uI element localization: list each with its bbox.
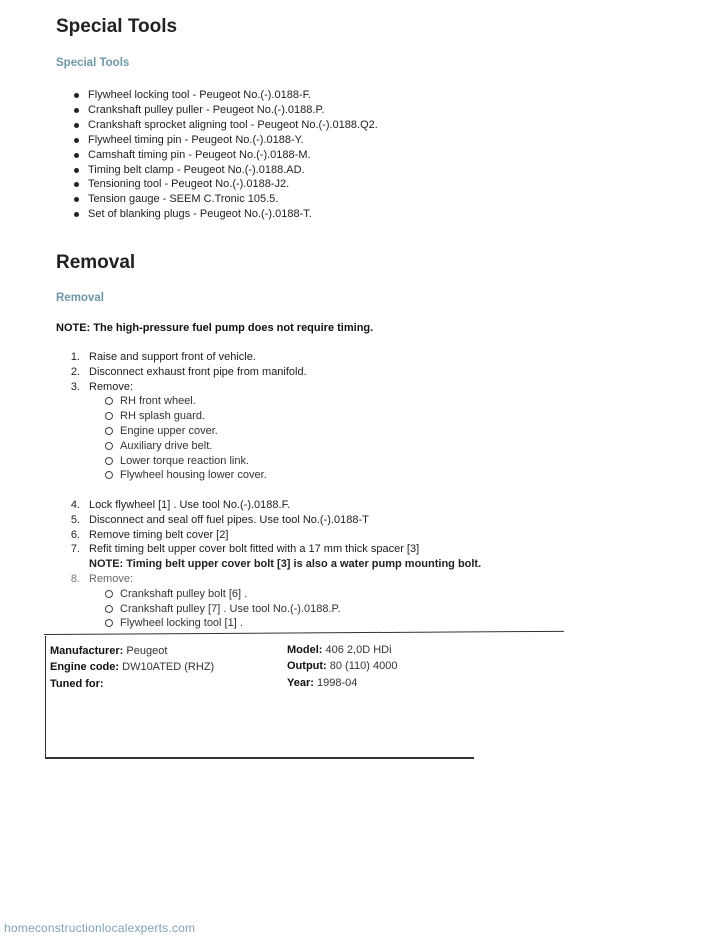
step-number: 6. <box>70 528 80 541</box>
removal-steps-part-1 <box>64 350 307 483</box>
step-7 <box>64 542 481 557</box>
step-text: Remove timing belt cover [2] <box>89 528 229 541</box>
model-label: Model: <box>287 644 323 656</box>
step-4 <box>64 498 481 513</box>
step-text: Raise and support front of vehicle. <box>89 351 256 363</box>
sub-item: RH splash guard. <box>104 409 307 424</box>
sub-item: Crankshaft pulley bolt [6] . <box>104 587 481 602</box>
manufacturer-row <box>50 645 167 657</box>
spec-box-left-border <box>45 636 46 758</box>
list-item: Tensioning tool - Peugeot No.(-).0188-J2. <box>72 177 378 192</box>
step-text: Disconnect exhaust front pipe from manifold. <box>89 365 307 378</box>
sub-item: RH front wheel. <box>104 394 307 409</box>
step-number: 1. <box>70 351 80 363</box>
step-7-note: NOTE: Timing belt upper cover bolt [3] is also a water pump mounting bolt. <box>89 558 482 571</box>
sub-item: Crankshaft pulley [7] . Use tool No.(-).0188.P. <box>104 602 481 617</box>
removal-heading: Removal <box>56 252 136 273</box>
list-item: Tension gauge - SEEM C.Tronic 105.5. <box>72 192 378 207</box>
list-item: Flywheel locking tool - Peugeot No.(-).0188-F. <box>72 88 378 103</box>
model-row <box>287 644 392 656</box>
spec-box-top-border <box>44 631 564 635</box>
year-label: Year: <box>287 677 314 689</box>
step-number: 3. <box>70 380 80 393</box>
step-3 <box>64 380 307 395</box>
step-number: 8. <box>70 572 80 585</box>
list-item: Flywheel timing pin - Peugeot No.(-).0188-Y. <box>72 133 378 148</box>
removal-steps-part-2 <box>64 498 481 631</box>
step-3-sublist <box>64 394 307 483</box>
list-item: Crankshaft sprocket aligning tool - Peugeot No.(-).0188.Q2. <box>72 118 378 133</box>
year-row <box>287 677 357 689</box>
list-item: Crankshaft pulley puller - Peugeot No.(-).0188.P. <box>72 103 378 118</box>
source-watermark: homeconstructionlocalexperts.com <box>4 921 196 935</box>
model-value: 406 2,0D HDi <box>325 644 392 656</box>
step-text: Remove: <box>89 572 134 585</box>
removal-subheading: Removal <box>56 292 104 304</box>
step-number: 5. <box>70 513 80 526</box>
special-tools-list <box>72 88 378 222</box>
output-label: Output: <box>287 660 327 672</box>
step-text: Disconnect and seal off fuel pipes. Use tool No.(-).0188-T <box>89 513 369 526</box>
sub-item: Lower torque reaction link. <box>104 454 307 469</box>
sub-item: Flywheel housing lower cover. <box>104 468 307 483</box>
engine-code-value: DW10ATED (RHZ) <box>122 661 215 673</box>
step-8-sublist <box>64 587 481 631</box>
output-row <box>287 660 397 672</box>
step-text: Refit timing belt upper cover bolt fitted with a 17 mm thick spacer [3] <box>89 543 420 556</box>
special-tools-subheading: Special Tools <box>56 57 130 69</box>
engine-code-row <box>50 661 214 673</box>
removal-note: NOTE: The high-pressure fuel pump does not require timing. <box>56 322 374 334</box>
tuned-for-label: Tuned for: <box>50 678 104 690</box>
step-text: Lock flywheel [1] . Use tool No.(-).0188.F. <box>89 499 291 511</box>
manufacturer-value: Peugeot <box>126 645 168 657</box>
step-1 <box>64 350 307 365</box>
step-text: Remove: <box>89 380 134 393</box>
year-value: 1998-04 <box>316 677 358 689</box>
step-number: 2. <box>70 365 80 378</box>
engine-code-label: Engine code: <box>50 661 120 673</box>
step-2 <box>64 365 307 380</box>
sub-item: Auxiliary drive belt. <box>104 439 307 454</box>
special-tools-heading: Special Tools <box>56 16 178 37</box>
step-number: 7. <box>70 543 80 556</box>
list-item: Timing belt clamp - Peugeot No.(-).0188.AD. <box>72 163 378 178</box>
sub-item: Flywheel locking tool [1] . <box>104 616 481 631</box>
list-item: Camshaft timing pin - Peugeot No.(-).0188-M. <box>72 148 378 163</box>
manufacturer-label: Manufacturer: <box>50 645 124 657</box>
step-number: 4. <box>70 499 80 511</box>
sub-item: Engine upper cover. <box>104 424 307 439</box>
step-6 <box>64 528 481 543</box>
output-value: 80 (110) 4000 <box>329 660 398 672</box>
tuned-for-row <box>50 678 104 690</box>
list-item: Set of blanking plugs - Peugeot No.(-).0188-T. <box>72 207 378 222</box>
step-8 <box>64 572 481 587</box>
spec-box-bottom-border <box>45 757 474 759</box>
step-5 <box>64 513 481 528</box>
